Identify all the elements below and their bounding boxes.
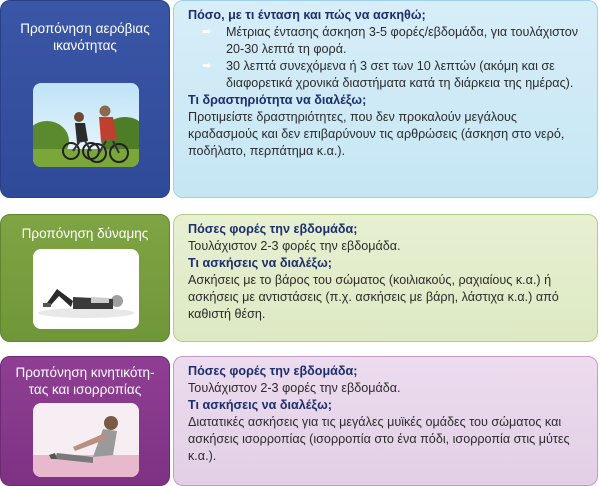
cycling-photo bbox=[33, 83, 139, 167]
strength-question-frequency: Πόσες φορές την εβδομάδα; bbox=[188, 222, 358, 236]
arrow-bullet-icon: ➡ bbox=[202, 26, 212, 38]
flexibility-answer-frequency: Τουλάχιστον 2-3 φορές την εβδομάδα. bbox=[188, 381, 401, 395]
strength-question-exercises: Τι ασκήσεις να διαλέξω; bbox=[188, 256, 332, 270]
strength-title: Προπόνηση δύναμης bbox=[21, 226, 149, 241]
flexibility-question-frequency: Πόσες φορές την εβδομάδα; bbox=[188, 364, 358, 378]
strength-card bbox=[0, 214, 600, 342]
strength-info-panel bbox=[173, 214, 598, 342]
aerobic-question-how: Πόσο, με τι ένταση και πώς να ασκηθώ; bbox=[188, 8, 426, 22]
flexibility-title-line: Προπόνηση κινητικότη- bbox=[15, 365, 155, 380]
stretching-photo bbox=[33, 403, 139, 477]
bullet-item bbox=[188, 58, 587, 92]
flexibility-question-exercises: Τι ασκήσεις να διαλέξω; bbox=[188, 398, 332, 412]
bullet-text: 30 λεπτά συνεχόμενα ή 3 σετ των 10 λεπτών (ακόμη και σε διαφορετικά χρονικά διαστήματα κατά τη διάρκεια της ημέρας). bbox=[226, 59, 574, 90]
flexibility-info-panel bbox=[173, 356, 598, 486]
flexibility-title-line: τας και ισορροπίας bbox=[28, 382, 142, 397]
bullet-item bbox=[188, 24, 587, 58]
floor-exercise-photo bbox=[33, 249, 139, 329]
aerobic-title-panel bbox=[0, 0, 170, 198]
aerobic-question-activity: Τι δραστηριότητα να διαλέξω; bbox=[188, 93, 367, 107]
aerobic-card bbox=[0, 0, 600, 198]
aerobic-answer: Προτιμείστε δραστηριότητες, που δεν προκαλούν μεγάλους κραδασμούς και δεν επιβαρύνουν τις αρθρώσεις (άσκηση στο νερό, ποδήλατο, περπάτημα κ.α.). bbox=[188, 110, 565, 158]
flexibility-answer-exercises: Διατατικές ασκήσεις για τις μεγάλες μυϊκές ομάδες του σώματος και ασκήσεις ισορροπίας (ισορροπία στο ένα πόδι, ισορροπία στις μύτες κ.α.). bbox=[188, 415, 570, 463]
arrow-bullet-icon: ➡ bbox=[202, 60, 212, 72]
strength-answer-frequency: Τουλάχιστον 2-3 φορές την εβδομάδα. bbox=[188, 239, 401, 253]
strength-answer-exercises: Ασκήσεις με το βάρος του σώματος (κοιλιακούς, ραχιαίους κ.α.) ή ασκήσεις με αντιστάσεις (π.χ. ασκήσεις με βάρη, λάστιχα κ.α.) από καθιστή θέση. bbox=[188, 273, 559, 321]
aerobic-title: Προπόνηση αερόβιας ικανότητας bbox=[20, 21, 150, 53]
flexibility-title bbox=[1, 357, 169, 398]
flexibility-card bbox=[0, 356, 600, 486]
strength-title-panel bbox=[0, 214, 170, 342]
aerobic-info-panel bbox=[173, 0, 598, 198]
flexibility-title-panel bbox=[0, 356, 170, 486]
bullet-text: Μέτριας έντασης άσκηση 3-5 φορές/εβδομάδα, για τουλάχιστον 20-30 λεπτά τη φορά. bbox=[226, 25, 578, 56]
